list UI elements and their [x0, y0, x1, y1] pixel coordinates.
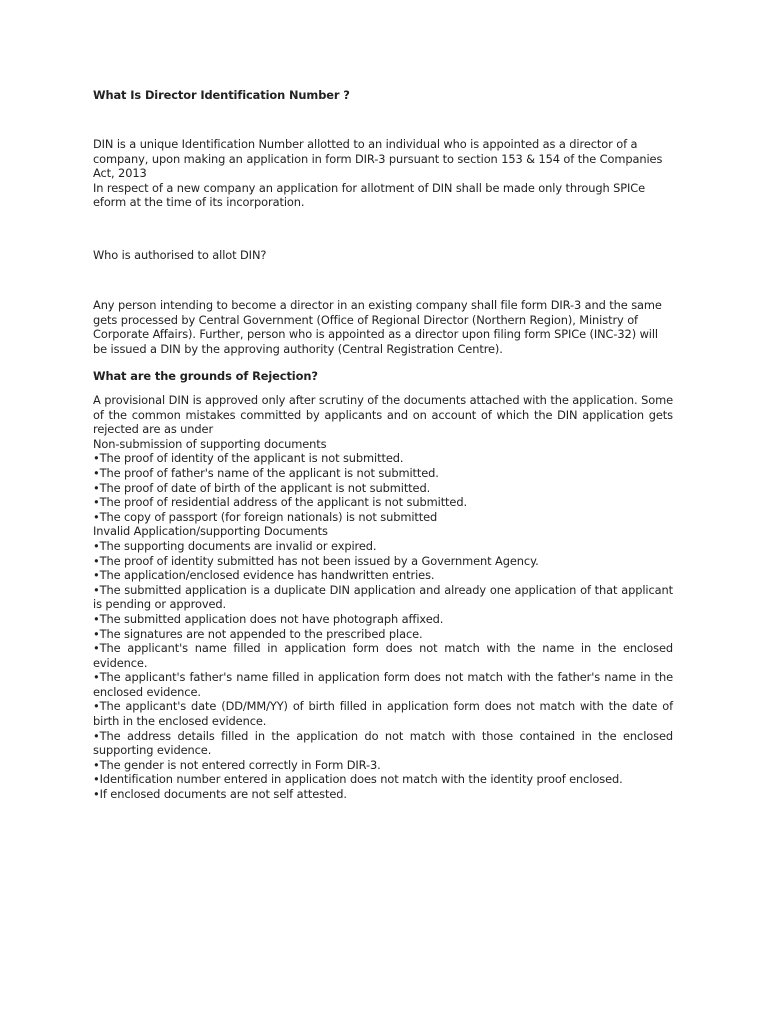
list-item: •The copy of passport (for foreign nationals) is not submitted	[93, 509, 438, 524]
list-item: •Identification number entered in application does not match with the identity proof enclosed.	[93, 772, 623, 787]
rejection-section	[93, 393, 673, 802]
list-item: •The supporting documents are invalid or expired.	[93, 538, 377, 553]
list-item: •The gender is not entered correctly in Form DIR-3.	[93, 757, 381, 772]
list-item: •The signatures are not appended to the prescribed place.	[93, 626, 423, 641]
list-item: •The proof of residential address of the applicant is not submitted.	[93, 495, 467, 510]
list-item: •The proof of identity submitted has not been issued by a Government Agency.	[93, 553, 539, 568]
list-item: •The submitted application does not have photograph affixed.	[93, 611, 444, 626]
invalid-application-title: Invalid Application/supporting Documents	[93, 524, 328, 539]
list-item: •The address details filled in the application do not match with those contained in the enclosed supporting evidence.	[93, 728, 673, 758]
list-item: •The proof of date of birth of the applicant is not submitted.	[93, 480, 431, 495]
intro-section	[93, 137, 673, 210]
non-submission-title: Non-submission of supporting documents	[93, 436, 327, 451]
list-item: •The proof of identity of the applicant is not submitted.	[93, 451, 404, 466]
rejection-intro: A provisional DIN is approved only after scrutiny of the documents attached with the application. Some of the common mistakes committed by applicants and on account of which the DIN application gets rejected are as under	[93, 393, 673, 437]
list-item: •The applicant's name filled in application form does not match with the name in the enclosed evidence.	[93, 641, 673, 670]
list-item: •The submitted application is a duplicate DIN application and already one application of that applicant is pending or approved.	[93, 582, 673, 612]
question-who-allots: Who is authorised to allot DIN?	[93, 248, 267, 262]
intro-paragraph-2: In respect of a new company an application for allotment of DIN shall be made only through SPICe eform at the time of its incorporation.	[93, 180, 646, 210]
list-item: •The applicant's date (DD/MM/YY) of birth filled in application form does not match with the date of birth in the enclosed evidence.	[93, 699, 673, 729]
list-item: •If enclosed documents are not self attested.	[93, 787, 347, 802]
answer-who-allots: Any person intending to become a director in an existing company shall file form DIR-3 and the same gets processed by Central Government (Office of Regional Director (Northern Region), Ministry of Corporate Affairs). Further, person who is appointed as a director upon filing form SPICe (INC-32) will be issued a DIN by the approving authority (Central Registration Centre).	[93, 298, 662, 356]
heading-what-is-din: What Is Director Identification Number ?	[93, 88, 350, 102]
list-item: •The proof of father's name of the applicant is not submitted.	[93, 465, 439, 480]
list-item: •The applicant's father's name filled in application form does not match with the father's name in the enclosed evidence.	[93, 670, 673, 699]
list-item: •The application/enclosed evidence has handwritten entries.	[93, 568, 435, 583]
intro-paragraph-1: DIN is a unique Identification Number allotted to an individual who is appointed as a director of a company, upon making an application in form DIR-3 pursuant to section 153 & 154 of the Companies Act, 2013	[93, 137, 663, 181]
heading-grounds-of-rejection: What are the grounds of Rejection?	[93, 369, 318, 383]
